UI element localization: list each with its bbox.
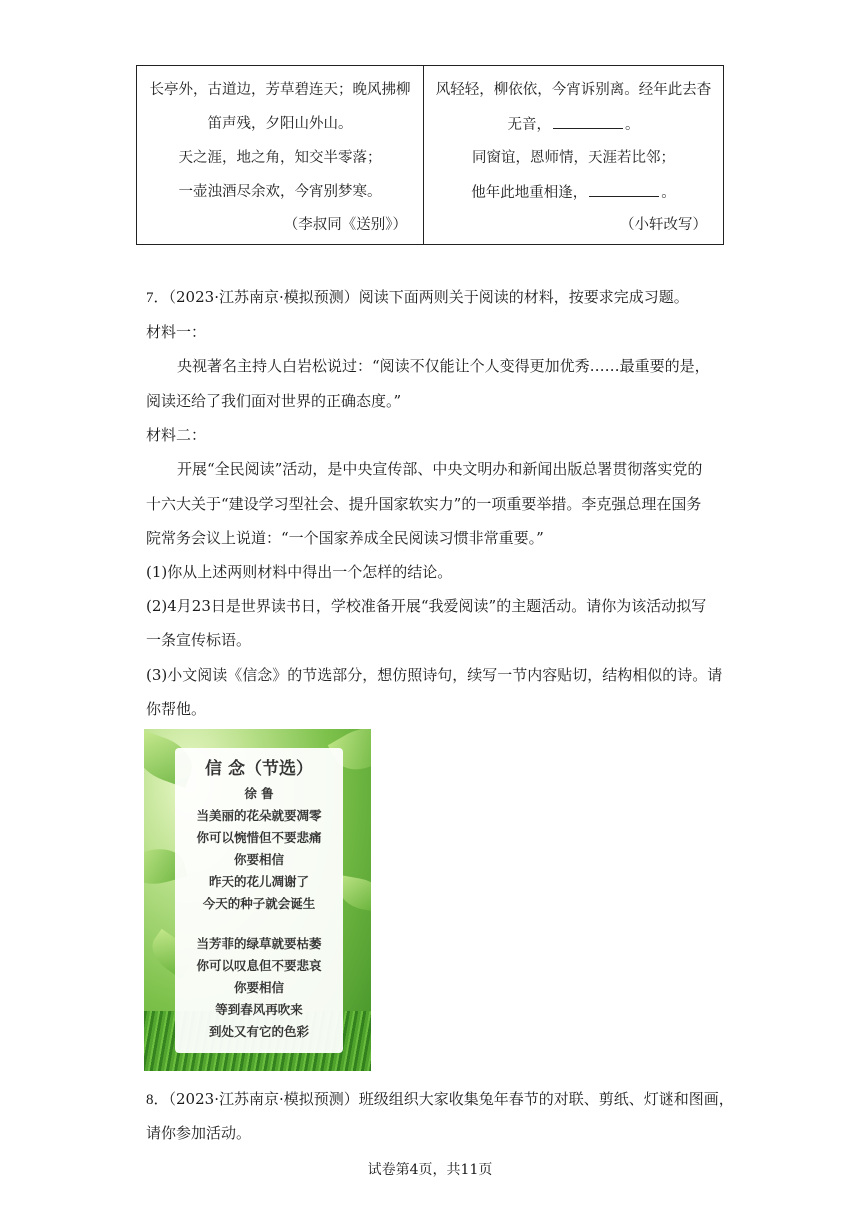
poem-line: 一壶浊酒尽余欢，今宵别梦寒。 — [178, 184, 382, 200]
answer-blank[interactable] — [589, 182, 659, 197]
poem-credit: （李叔同《送别》） — [283, 217, 407, 233]
sub-question-2: (2)4月23日是世界读书日，学校准备开展“我爱阅读”的主题活动。请你为该活动拟写 — [146, 597, 707, 615]
poem-line: 等到春风再吹来 — [215, 1002, 303, 1017]
page-footer: 试卷第4页，共11页 — [367, 1162, 493, 1178]
poem-line: 你可以惋惜但不要悲痛 — [196, 830, 322, 845]
poem-line: 天之涯，地之角，知交半零落； — [178, 150, 382, 166]
poem-line: 同窗谊，恩师情，天涯若比邻； — [472, 150, 675, 166]
sub-question-3-cont: 你帮他。 — [146, 700, 207, 718]
question-text: （2023·江苏南京·模拟预测）班级组织大家收集兔年春节的对联、剪纸、灯谜和图画， — [168, 1090, 734, 1108]
poem-line: 今天的种子就会诞生 — [202, 896, 316, 911]
answer-blank[interactable] — [553, 114, 623, 129]
question-number: 8． — [146, 1092, 169, 1108]
poem-line: 当芳菲的绿草就要枯萎 — [196, 936, 322, 951]
poem-line: 笛声残，夕阳山外山。 — [207, 116, 353, 132]
material-2-text: 院常务会议上说道：“一个国家养成全民阅读习惯非常重要。” — [146, 529, 544, 547]
question-8-cont: 请你参加活动。 — [146, 1124, 252, 1142]
poem-line: 到处又有它的色彩 — [208, 1024, 309, 1039]
rewritten-poem-cell — [424, 66, 723, 244]
poem-text: 无音， — [507, 117, 551, 133]
sub-question-2-cont: 一条宣传标语。 — [146, 631, 252, 649]
sub-question-3: (3)小文阅读《信念》的节选部分，想仿照诗句，续写一节内容贴切，结构相似的诗。请 — [146, 666, 723, 684]
original-poem-cell — [137, 66, 424, 244]
material-2-text: 开展“全民阅读”活动，是中央宣传部、中央文明办和新闻出版总署贯彻落实党的 — [177, 460, 703, 478]
question-number: 7． — [146, 290, 169, 306]
poem-line: 你可以叹息但不要悲哀 — [196, 958, 322, 973]
poem-line: 昨天的花儿凋谢了 — [208, 874, 309, 889]
poem-text: 。 — [625, 117, 640, 133]
material-1-text: 阅读还给了我们面对世界的正确态度。” — [146, 392, 402, 410]
question-8-stem — [146, 1089, 734, 1110]
poem-text: 。 — [661, 185, 676, 201]
material-1-label: 材料一： — [146, 323, 207, 341]
poem-poster-image — [144, 729, 371, 1071]
poem-line: 当美丽的花朵就要凋零 — [196, 808, 322, 823]
poem-line-with-blank — [424, 114, 723, 135]
question-7-stem — [146, 287, 689, 308]
poem-line: 长亭外，古道边，芳草碧连天；晚风拂柳 — [149, 82, 411, 98]
poem-card — [175, 748, 343, 1053]
poem-author: 徐 鲁 — [244, 786, 274, 801]
sub-question-1: (1)你从上述两则材料中得出一个怎样的结论。 — [146, 563, 453, 581]
question-text: （2023·江苏南京·模拟预测）阅读下面两则关于阅读的材料，按要求完成习题。 — [168, 288, 689, 306]
material-2-text: 十六大关于“建设学习型社会、提升国家软实力”的一项重要举措。李克强总理在国务 — [146, 495, 702, 513]
poem-title: 信 念（节选） — [205, 759, 313, 779]
poem-text: 他年此地重相逢， — [471, 185, 588, 201]
poem-comparison-table — [136, 65, 724, 245]
material-2-label: 材料二： — [146, 426, 207, 444]
poem-line: 你要相信 — [233, 852, 284, 867]
material-1-text: 央视著名主持人白岩松说过：“阅读不仅能让个人变得更加优秀……最重要的是， — [177, 357, 710, 375]
poem-line: 风轻轻，柳依依，今宵诉别离。经年此去杳 — [435, 82, 712, 98]
poem-credit: （小轩改写） — [620, 217, 707, 233]
poem-line-with-blank — [424, 182, 723, 203]
poem-line: 你要相信 — [233, 980, 284, 995]
